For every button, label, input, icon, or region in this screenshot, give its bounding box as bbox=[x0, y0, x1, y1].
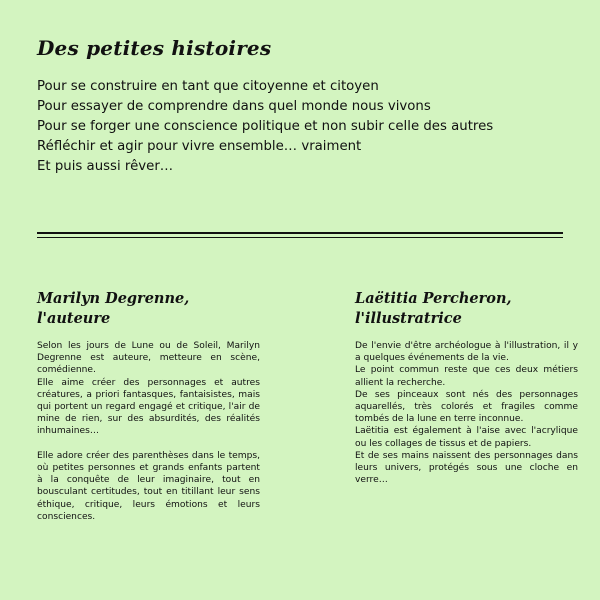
illustrator-role: l'illustratrice bbox=[355, 310, 462, 327]
intro-block bbox=[37, 77, 577, 177]
illustrator-paragraph: De ses pinceaux sont nés des personnages aquarellés, très colorés et fragiles comme tombés de la lune en terre inconnue. bbox=[355, 389, 578, 425]
illustrator-paragraph: Laëtitia est également à l'aise avec l'acrylique ou les collages de tissus et de papiers. bbox=[355, 426, 578, 449]
illustrator-column bbox=[355, 289, 578, 486]
intro-line: Pour se forger une conscience politique et non subir celle des autres bbox=[37, 119, 494, 134]
illustrator-name: Laëtitia Percheron, bbox=[355, 290, 512, 307]
intro-line: Réfléchir et agir pour vivre ensemble… vraiment bbox=[37, 139, 362, 154]
separator-thin bbox=[37, 237, 563, 238]
illustrator-bio bbox=[355, 340, 578, 486]
author-heading bbox=[37, 289, 260, 329]
intro-line: Pour essayer de comprendre dans quel monde nous vivons bbox=[37, 99, 431, 114]
illustrator-paragraph: Et de ses mains naissent des personnages dans leurs univers, protégés sous une cloche en verre… bbox=[355, 450, 578, 486]
author-name: Marilyn Degrenne, bbox=[37, 290, 190, 307]
separator-thick bbox=[37, 232, 563, 234]
illustrator-paragraph: De l'envie d'être archéologue à l'illustration, il y a quelques événements de la vie. bbox=[355, 341, 578, 364]
illustrator-heading bbox=[355, 289, 578, 329]
intro-line: Pour se construire en tant que citoyenne et citoyen bbox=[37, 79, 379, 94]
author-paragraph: Selon les jours de Lune ou de Soleil, Marilyn Degrenne est auteure, metteure en scène, comédienne. bbox=[37, 341, 260, 376]
illustrator-paragraph: Le point commun reste que ces deux métiers allient la recherche. bbox=[355, 365, 578, 388]
author-bio bbox=[37, 340, 260, 523]
author-column bbox=[37, 289, 260, 523]
intro-line: Et puis aussi rêver… bbox=[37, 159, 174, 174]
author-paragraph: Elle adore créer des parenthèses dans le temps, où petites personnes et grands enfants partent à la conquête de leur imaginaire, tout en bousculant certitudes, tout en titillant leur sens éthique, critique, leurs émotions et leurs consciences. bbox=[37, 450, 260, 522]
page-title: Des petites histoires bbox=[37, 36, 272, 60]
author-role: l'auteure bbox=[37, 310, 111, 327]
author-paragraph: Elle aime créer des personnages et autres créatures, a priori fantasques, fantaisistes, mais qui portent un regard engagé et critique, l'air de mine de rien, sur des absurdités, des réalités inhumaines… bbox=[37, 377, 260, 437]
